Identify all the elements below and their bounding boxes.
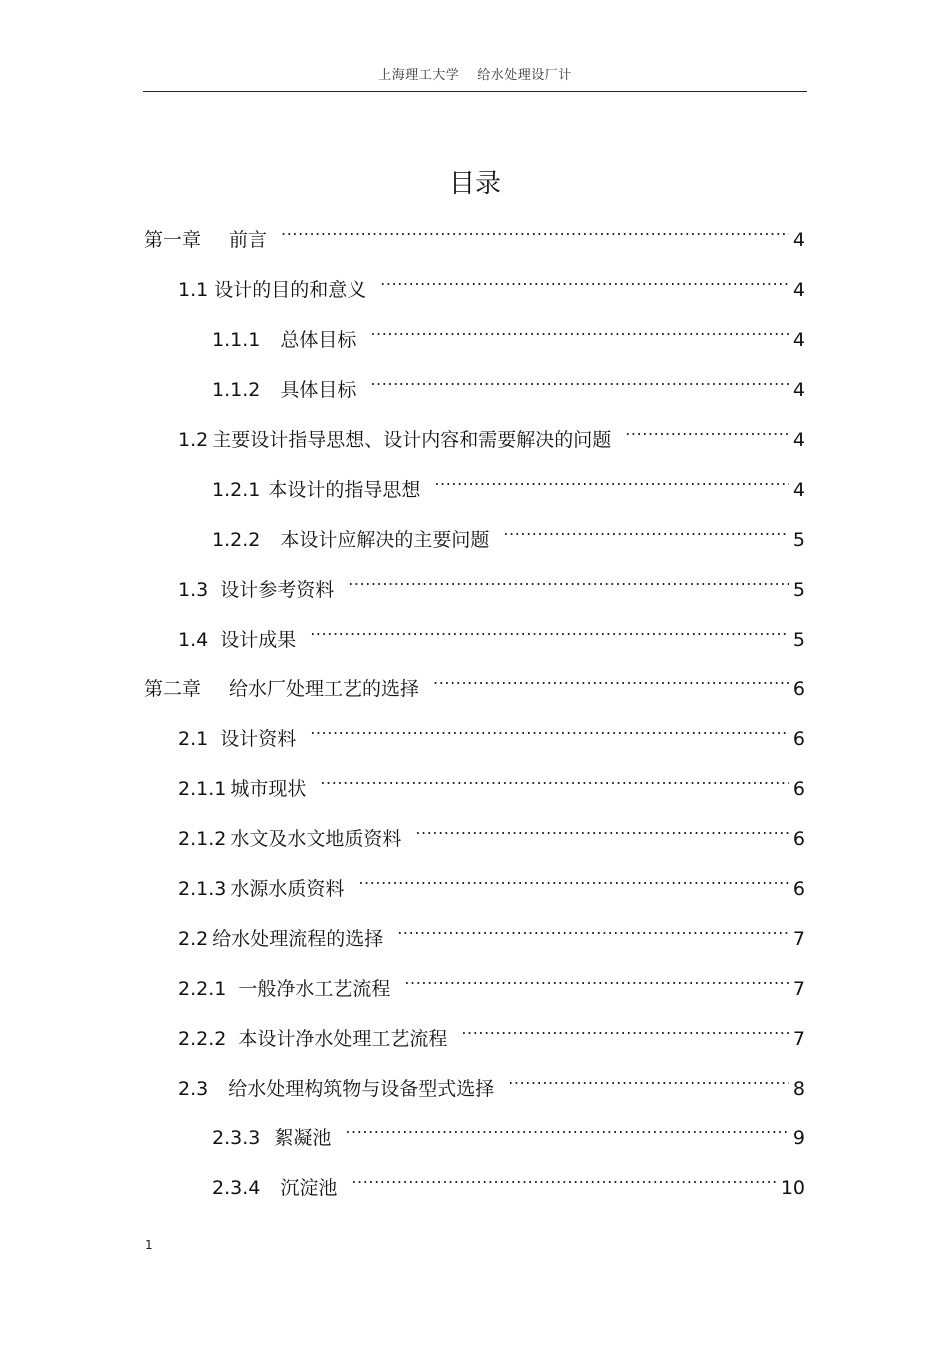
dot-leader <box>461 1015 789 1045</box>
toc-entry-number: 1.3 <box>178 579 209 601</box>
toc-entry-page-number: 9 <box>792 1127 805 1149</box>
toc-entry-number: 2.2.1 <box>178 978 227 1000</box>
toc-entry[interactable] <box>178 765 805 800</box>
dot-leader <box>397 915 789 945</box>
toc-entry-title: 一般净水工艺流程 <box>238 978 391 1000</box>
toc-entry-title: 给水厂处理工艺的选择 <box>229 678 420 700</box>
dot-leader <box>380 266 789 296</box>
footer-page-number: 1 <box>145 1238 153 1252</box>
toc-entry-number: 1.2 <box>178 429 209 451</box>
toc-entry-number: 2.2 <box>178 928 209 950</box>
toc-entry[interactable] <box>144 216 805 251</box>
toc-entry-page-number: 10 <box>780 1177 805 1199</box>
toc-entry-title: 主要设计指导思想、设计内容和需要解决的问题 <box>212 429 612 451</box>
toc-entry[interactable] <box>178 1015 805 1050</box>
dot-leader <box>508 1065 789 1095</box>
toc-entry-title: 总体目标 <box>280 329 357 351</box>
toc-entry-number: 2.1 <box>178 728 209 750</box>
toc-entry-title: 设计参考资料 <box>220 579 335 601</box>
dot-leader <box>625 416 789 446</box>
toc-entry[interactable] <box>144 665 805 700</box>
toc-entry-title: 设计资料 <box>220 728 297 750</box>
toc-entry[interactable] <box>178 416 805 451</box>
toc-entry-page-number: 4 <box>792 379 805 401</box>
toc-entry[interactable] <box>178 865 805 900</box>
dot-leader <box>320 765 789 795</box>
toc-entry-number: 1.1.2 <box>212 379 261 401</box>
toc-entry[interactable] <box>178 915 805 950</box>
dot-leader <box>434 466 789 496</box>
dot-leader <box>348 566 789 596</box>
toc-entry[interactable] <box>178 815 805 850</box>
toc-entry-page-number: 4 <box>792 279 805 301</box>
toc-title: 目录 <box>448 169 501 199</box>
toc-entry-title: 具体目标 <box>280 379 357 401</box>
toc-entry[interactable] <box>178 266 805 301</box>
toc-entry-page-number: 5 <box>792 529 805 551</box>
toc-entry-title: 水源水质资料 <box>230 878 345 900</box>
toc-entry-title: 前言 <box>229 229 268 251</box>
toc-entry-page-number: 7 <box>792 928 805 950</box>
toc-entry-page-number: 8 <box>792 1078 805 1100</box>
toc-entry-page-number: 5 <box>792 629 805 651</box>
dot-leader <box>281 216 789 246</box>
toc-entry-number: 2.2.2 <box>178 1028 227 1050</box>
toc-entry[interactable] <box>178 616 805 651</box>
toc-entry-title: 沉淀池 <box>280 1177 338 1199</box>
toc-entry-number: 1.2.1 <box>212 479 261 501</box>
toc-entry[interactable] <box>212 516 805 551</box>
toc-entry-page-number: 5 <box>792 579 805 601</box>
toc-entry-number: 第二章 <box>144 678 202 700</box>
toc-entry-page-number: 4 <box>792 229 805 251</box>
toc-entry-page-number: 4 <box>792 479 805 501</box>
toc-entry-title: 本设计应解决的主要问题 <box>280 529 490 551</box>
toc-entry-title: 设计成果 <box>220 629 297 651</box>
toc-entry-number: 2.1.2 <box>178 828 227 850</box>
dot-leader <box>415 815 789 845</box>
toc-entry-title: 给水处理流程的选择 <box>212 928 384 950</box>
toc-entry-title: 本设计的指导思想 <box>268 479 421 501</box>
dot-leader <box>310 715 789 745</box>
toc-entry[interactable] <box>178 1065 805 1100</box>
header-school: 上海理工大学 <box>378 68 460 83</box>
dot-leader <box>370 366 789 396</box>
dot-leader <box>433 665 789 695</box>
toc-entry-title: 本设计净水处理工艺流程 <box>238 1028 448 1050</box>
toc-entry-page-number: 7 <box>792 978 805 1000</box>
toc-entry[interactable] <box>212 316 805 351</box>
dot-leader <box>503 516 789 546</box>
toc-entry-number: 1.1 <box>178 279 209 301</box>
toc-entry[interactable] <box>178 566 805 601</box>
toc-entry-title: 给水处理构筑物与设备型式选择 <box>228 1078 495 1100</box>
header-course: 给水处理设厂计 <box>477 68 572 83</box>
dot-leader <box>345 1114 789 1144</box>
toc-entry[interactable] <box>178 715 805 750</box>
toc-entry-page-number: 6 <box>792 828 805 850</box>
dot-leader <box>358 865 789 895</box>
toc-entry-number: 2.1.1 <box>178 778 227 800</box>
toc-entry-page-number: 6 <box>792 778 805 800</box>
toc-entry-page-number: 6 <box>792 678 805 700</box>
toc-entry-title: 设计的目的和意义 <box>214 279 367 301</box>
toc-entry-number: 2.3.4 <box>212 1177 261 1199</box>
toc-entry-number: 2.1.3 <box>178 878 227 900</box>
toc-entry[interactable] <box>212 1114 805 1149</box>
dot-leader <box>404 965 789 995</box>
toc-entry-page-number: 6 <box>792 728 805 750</box>
toc-entry[interactable] <box>212 366 805 401</box>
toc-entry-page-number: 4 <box>792 329 805 351</box>
toc-entry-title: 城市现状 <box>230 778 307 800</box>
toc-entry-page-number: 4 <box>792 429 805 451</box>
toc-entry-number: 1.1.1 <box>212 329 261 351</box>
dot-leader <box>370 316 789 346</box>
toc-entry-number: 2.3.3 <box>212 1127 261 1149</box>
toc-entry-number: 2.3 <box>178 1078 209 1100</box>
toc-entry-page-number: 6 <box>792 878 805 900</box>
toc-entry-page-number: 7 <box>792 1028 805 1050</box>
toc-entry-number: 1.2.2 <box>212 529 261 551</box>
toc-entry-number: 第一章 <box>144 229 202 251</box>
dot-leader <box>310 616 789 646</box>
toc-entry[interactable] <box>212 466 805 501</box>
toc-entry-title: 水文及水文地质资料 <box>230 828 402 850</box>
dot-leader <box>351 1164 778 1194</box>
toc-entry-title: 絮凝池 <box>274 1127 332 1149</box>
toc-entry[interactable] <box>178 965 805 1000</box>
toc-entry[interactable] <box>212 1164 805 1199</box>
toc-entry-number: 1.4 <box>178 629 209 651</box>
